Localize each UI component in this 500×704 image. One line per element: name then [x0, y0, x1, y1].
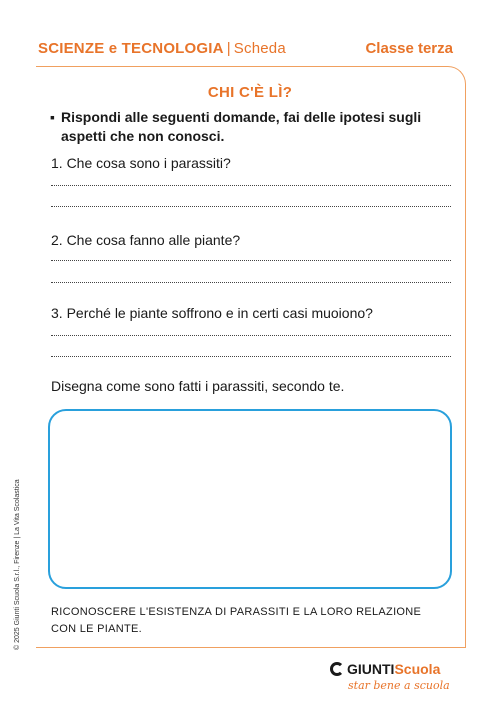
worksheet-title: CHI C'È LÌ?	[207, 84, 293, 101]
question-1: 1. Che cosa sono i parassiti?	[51, 155, 231, 171]
answer-line-3b[interactable]	[51, 356, 451, 357]
content-frame-bottom	[36, 646, 466, 648]
answer-line-2b[interactable]	[51, 282, 451, 283]
sheet-type-label: Scheda	[233, 40, 286, 57]
subject-label: SCIENZE e TECNOLOGIA	[38, 40, 224, 57]
question-2: 2. Che cosa fanno alle piante?	[51, 232, 241, 248]
learning-objective: RICONOSCERE L'ESISTENZA DI PARASSITI E LA LORO RELAZIONE CON LE PIANTE.	[51, 606, 422, 635]
draw-prompt: Disegna come sono fatti i parassiti, secondo te.	[51, 378, 345, 394]
question-3: 3. Perché le piante soffrono e in certi casi muoiono?	[51, 305, 373, 321]
instruction	[50, 108, 460, 146]
subject-heading	[38, 40, 286, 57]
copyright-notice: © 2025 Giunti Scuola S.r.l., Firenze | La Vita Scolastica	[14, 479, 21, 650]
logo-brand: GIUNTI	[347, 661, 395, 677]
grade-label: Classe terza	[365, 40, 453, 57]
logo-wordmark	[347, 661, 440, 677]
giunti-scuola-logo	[330, 662, 460, 696]
answer-line-1b[interactable]	[51, 206, 451, 207]
logo-tagline: star bene a scuola	[348, 679, 450, 692]
answer-line-2a[interactable]	[51, 260, 451, 261]
answer-line-1a[interactable]	[51, 185, 451, 186]
answer-line-3a[interactable]	[51, 335, 451, 336]
page-header	[38, 40, 453, 60]
instruction-text: Rispondi alle seguenti domande, fai delle ipotesi sugli aspetti che non conosci.	[61, 109, 422, 144]
logo-brand-accent: Scuola	[394, 661, 441, 677]
header-separator: |	[226, 40, 231, 57]
giunti-g-icon	[330, 662, 344, 676]
drawing-area[interactable]	[48, 409, 452, 589]
instruction-bullet: ▪	[50, 109, 55, 125]
